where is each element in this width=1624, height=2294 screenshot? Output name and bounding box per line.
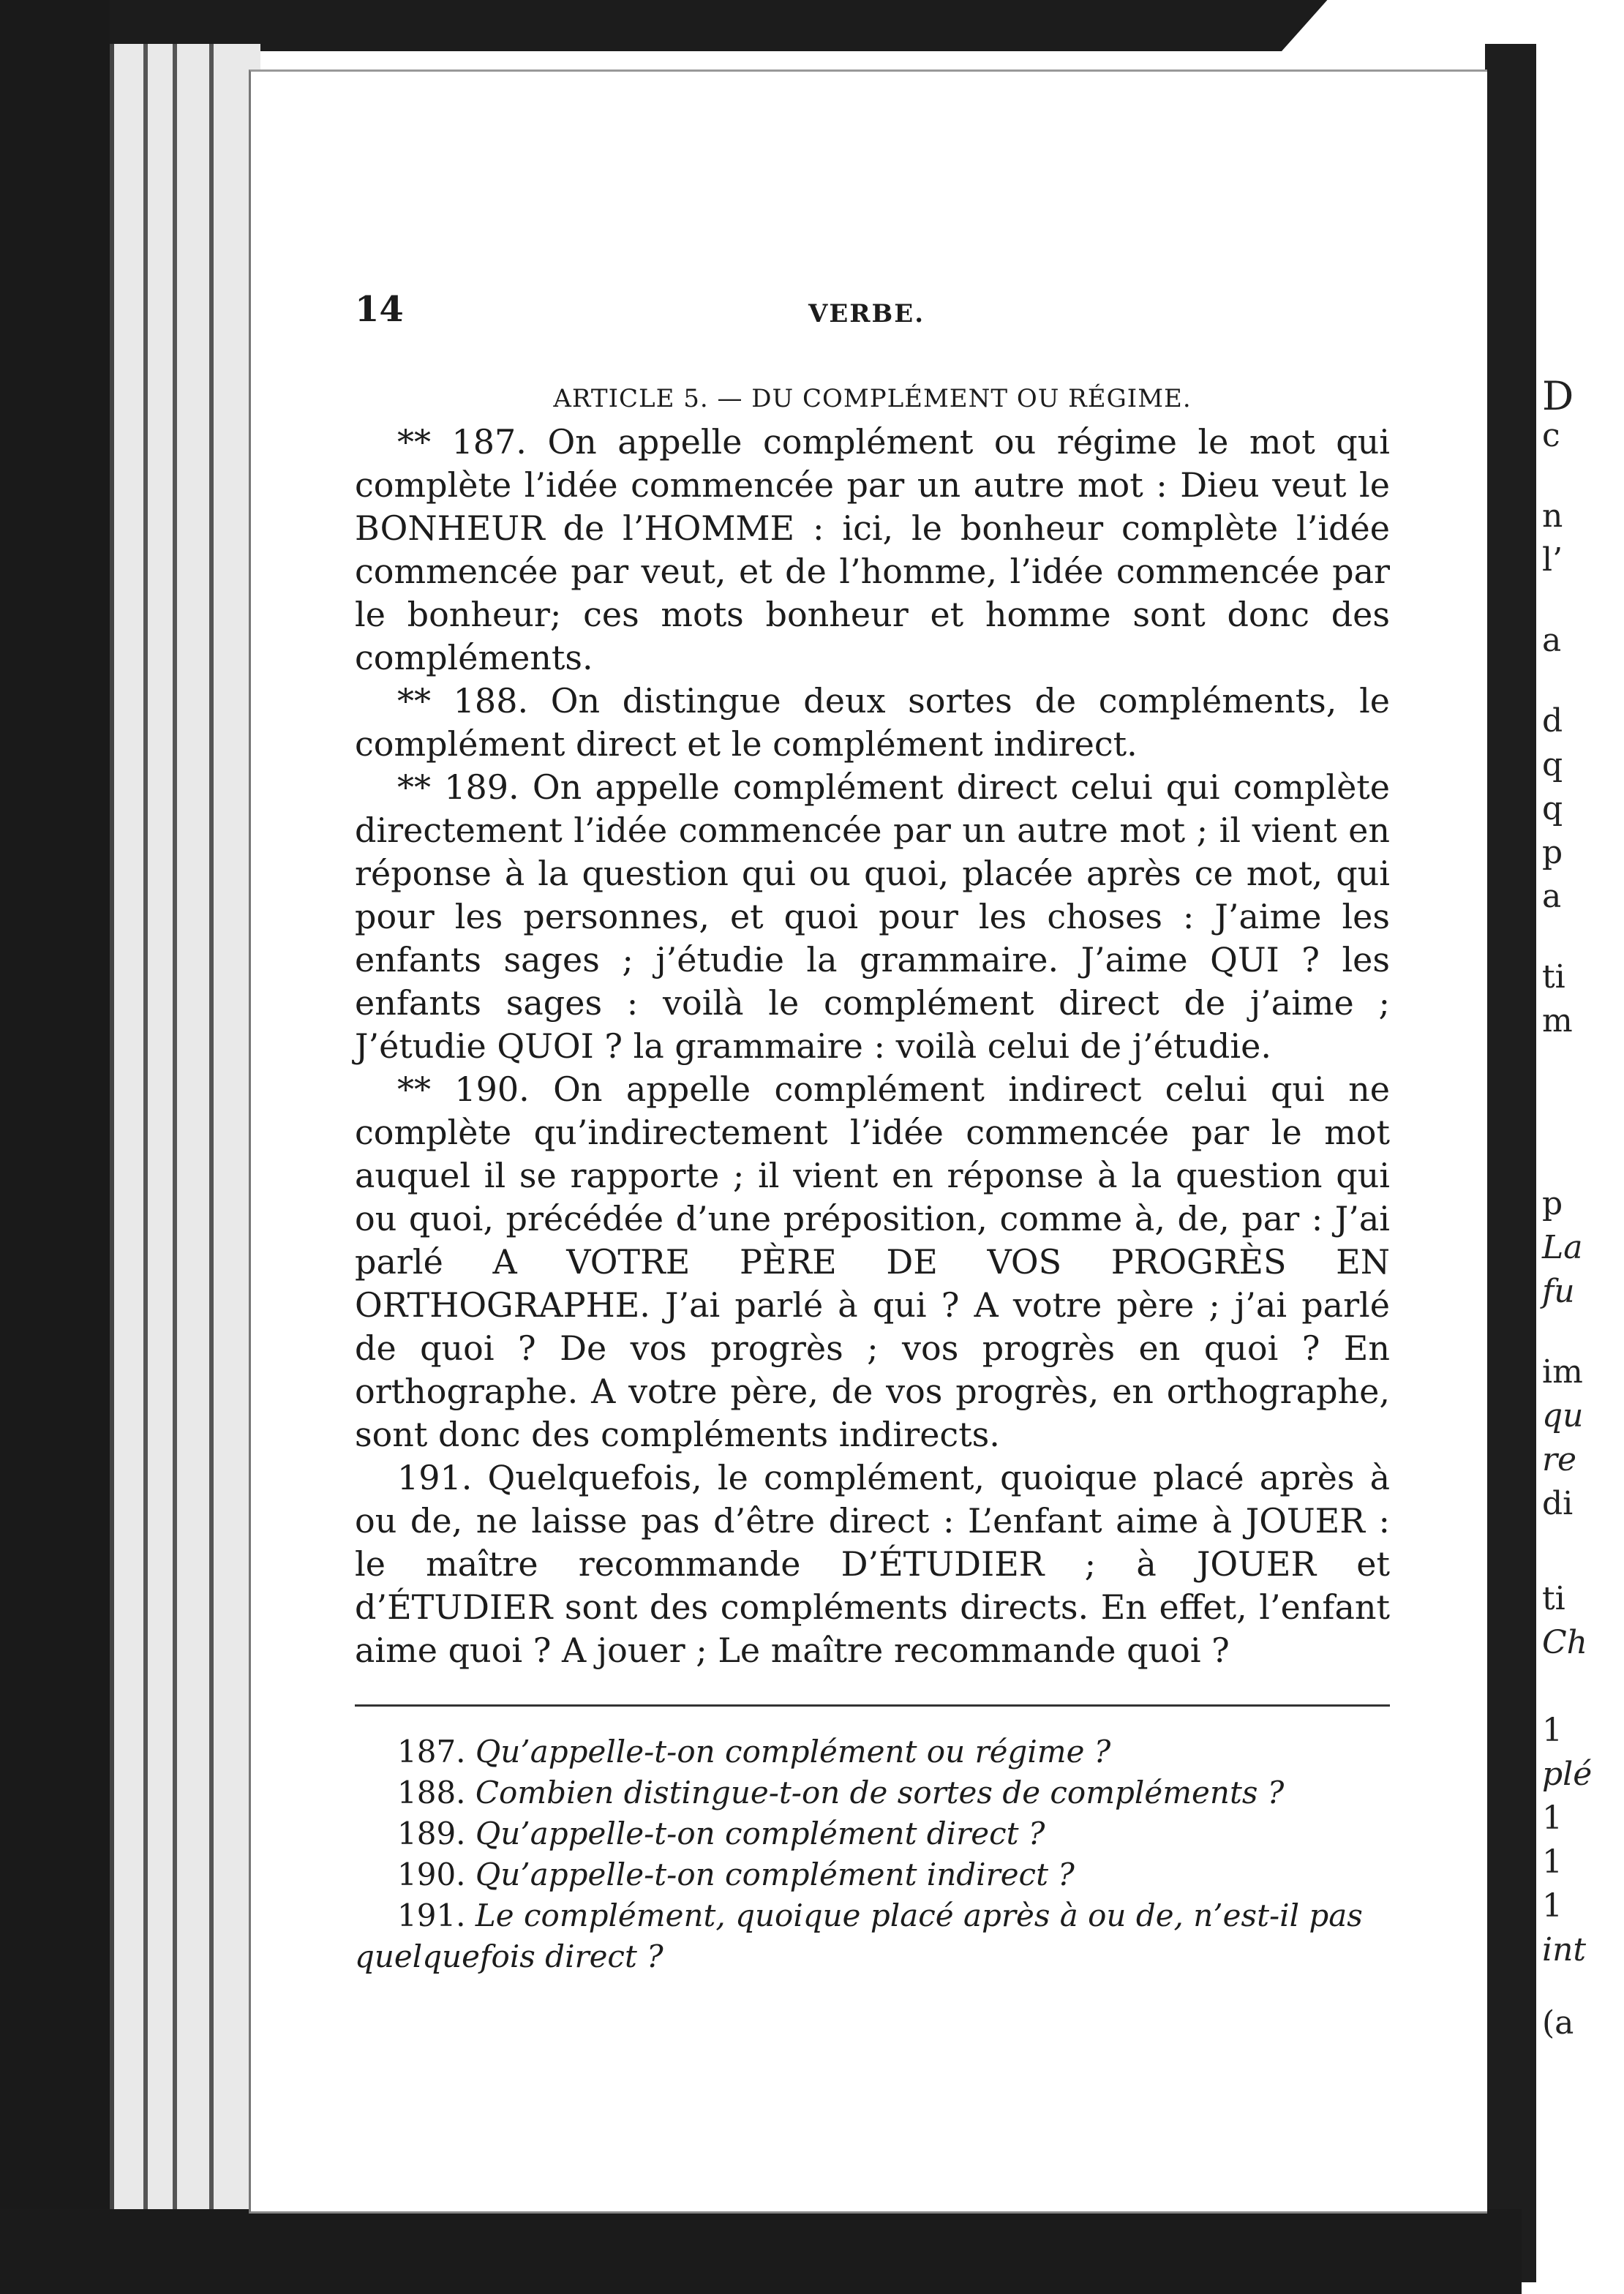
- facing-fragment: 1: [1542, 1712, 1563, 1749]
- question-text: Le complément, quoique placé après à ou de, n’est-il pas quelquefois direct ?: [355, 1898, 1363, 1974]
- question-189: [355, 1813, 1390, 1854]
- facing-fragment: a: [1542, 622, 1562, 659]
- facing-fragment: d: [1542, 702, 1563, 740]
- paragraph-189: ** 189. On appelle complément direct celui qui complète directement l’idée commencée par un autre mot ; il vient en réponse à la question qui ou quoi, placée après ce mot, qui pour les personnes, et quoi pour les choses : J’aime les enfants sages ; j’étudie la grammaire. J’aime QUI ? les enfants sages : voilà le complément direct de j’aime ; J’étudie QUOI ? la grammaire : voilà celui de j’étudie.: [355, 767, 1390, 1066]
- facing-fragment: D: [1542, 373, 1574, 419]
- question-text: Qu’appelle-t-on complément indirect ?: [475, 1857, 1075, 1892]
- footnote-divider: [355, 1704, 1390, 1707]
- question-number: 188.: [397, 1775, 466, 1810]
- facing-fragment: di: [1542, 1485, 1574, 1522]
- article-heading: ARTICLE 5. — DU COMPLÉMENT OU RÉGIME.: [553, 384, 1192, 413]
- question-text: Qu’appelle-t-on complément direct ?: [475, 1816, 1045, 1851]
- facing-fragment: c: [1542, 417, 1560, 454]
- facing-fragment: p: [1542, 1185, 1563, 1222]
- question-187: [355, 1731, 1390, 1772]
- facing-fragment: m: [1542, 1002, 1573, 1039]
- facing-fragment: a: [1542, 878, 1562, 915]
- page-content: [355, 289, 1390, 1977]
- book-spine: [1485, 44, 1536, 2282]
- question-190: [355, 1854, 1390, 1895]
- facing-fragment: ti: [1542, 1580, 1565, 1617]
- facing-fragment: qu: [1542, 1397, 1584, 1434]
- question-text: Combien distingue-t-on de sortes de compléments ?: [475, 1775, 1285, 1810]
- review-questions: [355, 1731, 1390, 1977]
- facing-fragment: Ch: [1542, 1624, 1588, 1661]
- paragraph-190: ** 190. On appelle complément indirect celui qui ne complète qu’indirectement l’idée commencée par le mot auquel il se rapporte ; il vient en réponse à la question qui ou quoi, précédée d’une préposition, comme à, de, par : J’ai parlé A VOTRE PÈRE DE VOS PROGRÈS EN ORTHOGRAPHE. J’ai parlé à qui ? A votre père ; j’ai parlé de quoi ? De vos progrès ; vos progrès en quoi ? En orthographe. A votre père, de vos progrès, en orthographe, sont donc des compléments indirects.: [355, 1069, 1390, 1454]
- facing-fragment: 1: [1542, 1800, 1563, 1837]
- scan-background-bottom: [0, 2209, 1522, 2294]
- facing-fragment: q: [1542, 746, 1563, 783]
- facing-fragment: plé: [1542, 1756, 1593, 1793]
- facing-fragment: La: [1542, 1229, 1583, 1266]
- facing-fragment: re: [1542, 1441, 1577, 1478]
- facing-fragment: im: [1542, 1353, 1583, 1391]
- question-number: 189.: [397, 1816, 466, 1851]
- book-page-edges: [110, 44, 260, 2275]
- running-head: VERBE.: [808, 299, 925, 328]
- facing-fragment: n: [1542, 497, 1563, 535]
- facing-fragment: int: [1542, 1931, 1587, 1968]
- facing-fragment: fu: [1542, 1273, 1575, 1310]
- question-number: 187.: [397, 1734, 466, 1770]
- facing-page-fragment: [1536, 44, 1624, 2275]
- question-188: [355, 1772, 1390, 1813]
- scan-background-left: [0, 0, 110, 2294]
- question-191: [355, 1895, 1390, 1977]
- question-text: Qu’appelle-t-on complément ou régime ?: [475, 1734, 1111, 1770]
- facing-fragment: ti: [1542, 958, 1565, 996]
- page-header: [355, 289, 1390, 340]
- facing-fragment: (a: [1542, 2004, 1574, 2042]
- question-number: 191.: [397, 1898, 466, 1933]
- question-number: 190.: [397, 1857, 466, 1892]
- page-number: 14: [355, 289, 404, 330]
- facing-fragment: l’: [1542, 541, 1563, 579]
- facing-fragment: 1: [1542, 1887, 1563, 1925]
- facing-fragment: q: [1542, 790, 1563, 827]
- facing-fragment: 1: [1542, 1843, 1563, 1881]
- paragraph-187: ** 187. On appelle complément ou régime le mot qui complète l’idée commencée par un autre mot : Dieu veut le BONHEUR de l’HOMME : ici, le bonheur complète l’idée commencée par veut, et de l’homme, l’idée commencée par le bonheur; ces mots bonheur et homme sont donc des compléments.: [355, 422, 1390, 677]
- paragraph-188: ** 188. On distingue deux sortes de compléments, le complément direct et le complément indirect.: [355, 681, 1390, 764]
- facing-fragment: p: [1542, 834, 1563, 871]
- paragraph-191: 191. Quelquefois, le complément, quoique placé après à ou de, ne laisse pas d’être direct : L’enfant aime à JOUER : le maître recommande D’ÉTUDIER ; à JOUER et d’ÉTUDIER sont des compléments directs. En effet, l’enfant aime quoi ? A jouer ; Le maître recommande quoi ?: [355, 1458, 1390, 1670]
